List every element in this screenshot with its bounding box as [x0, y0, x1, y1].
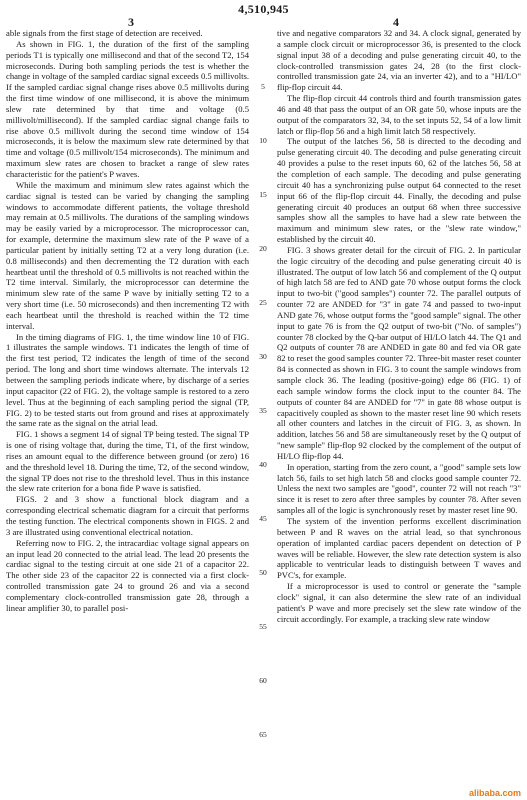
line-number: 10 — [259, 136, 267, 145]
watermark-logo: alibaba.com — [468, 788, 521, 798]
right-text-column — [277, 28, 521, 624]
left-paragraph: able signals from the first stage of detection are received. — [6, 28, 203, 38]
line-number: 65 — [259, 730, 267, 739]
patent-number: 4,510,945 — [238, 2, 289, 16]
line-number: 50 — [259, 568, 267, 577]
line-number: 35 — [259, 406, 267, 415]
right-paragraph: The flip-flop circuit 44 controls third and fourth transmission gates 46 and 48 that pass the output of an OR gate 50, whose inputs are the output of the comparators 32, 34, to the set inputs 52, 54 of a low limit latch or flip-flop 56 and a high limit latch 58 respectively. — [277, 93, 521, 136]
line-number: 40 — [259, 460, 267, 469]
left-paragraph: As shown in FIG. 1, the duration of the first of the sampling periods T1 is typically one millisecond and that of the second T2, 154 microseconds. During both sampling periods the test is whether the change in voltage of the sampled cardiac signal exceeds 0.5 millivolts. If the sampled cardiac signal change rises above 0.5 millivolts during the first time window of one millisecond, it is above the minimum slew rate determined by that time and voltage (0.5 millivolt/millisecond). If the sampled cardiac signal change fails to rise above 0.5 millivolt during the second time window of 154 microseconds, it is below the maximum slew rate determined by that time and voltage (0.5 millivolt/154 microseconds). The minimum and maximum slew rates are chosen to bracket a range of slew rates characteristic for the patient's P waves. — [6, 38, 249, 179]
left-paragraph: In the timing diagrams of FIG. 1, the time window line 10 of FIG. 1 illustrates the sample windows. T1 indicates the length of time of the first test period, T2 indicates the length of time of the second period. The long and short time windows alternate. The intervals 12 between the sampling periods indicate where, by discharge of a series input capacitor (22 of FIG. 2), the voltage sample is restored to a zero level. Thus at the beginning of each sampling period the signal (TP, FIG. 2) to be tested starts out from ground and rises at approximately the same rate as the signal on the atrial lead. — [6, 331, 249, 429]
right-paragraph: The system of the invention performs excellent discrimination between P and R waves on the atrial lead, so that synchronous operation of implanted cardiac pacers dependent on detection of P waves will be reliable. However, the slew rate detection system is also applicable to ventricular leads to distinguish between T waves and PVC's, for example. — [277, 515, 521, 581]
right-paragraph: In operation, starting from the zero count, a "good" sample sets low latch 56, fails to set high latch 58 and clocks good sample counter 72. Unless the next two samples are "good", counter 72 will not reach "3" since it is reset to zero after three samples by counter 78. After seven samples all of the logic is synchronously reset by master reset line 90. — [277, 461, 521, 516]
line-number: 20 — [259, 244, 267, 253]
right-paragraph: tive and negative comparators 32 and 34. A clock signal, generated by a sample clock circuit or microprocessor 36, is presented to the clock signal input 38 of a decoding and pulse generating circuit 40, to the clock-controlled transmission gates 24, 28 (to the first clock-controlled transmission gate 24, via an inverter 42), and to a "HI/LO" flip-flop circuit 44. — [277, 28, 521, 93]
left-paragraph: FIG. 1 shows a segment 14 of signal TP being tested. The signal TP is one of rising voltage that, during the time, T1, of the first window, rises an amount equal to the difference between ground (or zero) 16 and the threshold level 18. During the time, T2, of the second window, the signal TP does not rise to the threshold level. Thus in this instance the slew rate criterion for a bona fide P wave is satisfied. — [6, 429, 249, 494]
left-paragraph: While the maximum and minimum slew rates against which the cardiac signal is tested can be varied by changing the sampling windows to accommodate different patients, the voltage threshold may remain at 0.5 millivolts. The durations of the sampling windows may be easily varied by a microprocessor. The microprocessor can, for example, determine the maximum slew rate of the P wave of a particular patient by initially setting T2 at a very long duration (i.e. 0.8 milliseconds) and then decrementing the T2 duration with each heartbeat until the threshold of 0.5 millivolts is not reached within the T2 time interval. Similarly, the microprocessor can determine the minimum slew rate of the same P wave by initially setting T2 to a very short time (i.e. 50 microseconds) and then incrementing T2 with each heartbeat until the threshold is reached within the T2 time interval. — [6, 179, 249, 331]
left-paragraph: FIGS. 2 and 3 show a functional block diagram and a corresponding electrical schematic diagram for a circuit that performs the testing function. The electrical components shown in FIGS. 2 and 3 are illustrated using conventional electrical notation. — [6, 494, 249, 537]
line-number: 55 — [259, 622, 267, 631]
line-number: 60 — [259, 676, 267, 685]
right-column-number: 4 — [393, 15, 399, 29]
left-column-number: 3 — [128, 15, 134, 29]
right-paragraph: FIG. 3 shows greater detail for the circuit of FIG. 2. In particular the logic circuitry of the decoding and pulse generating circuit 40 is illustrated. The output of low latch 56 and complement of the Q output of high latch 58 are fed to AND gate 70 whose output forms the clock input to two-bit ("good samples") counter 72. The parallel outputs of counter 72 are ANDED for "3" in gate 74 and passed to two-input AND gate 76, whose output forms the "good sample" signal. The other input to gate 76 is from the Q2 output of two-bit ("No. of samples") counter 78 clocked by the Q-bar output of HI/LO latch 44. The Q1 and Q2 outputs of counter 78 are ANDED in gate 80 and fed via OR gate 82 to reset the good samples counter 72. Three-bit master reset counter 84 is connected as shown in FIG. 3 to count the sample windows from sample clock 36. The leading (positive-going) edge 86 (FIG. 1) of each sample window forms the clock input to the counter 84. The outputs of counter 84 are ANDED for "7" in gate 88 whose output is capacitively coupled as shown to the master reset line 90 which resets all other counters and latches in the circuit of FIG. 3, as shown. In addition, latches 56 and 58 are simultaneously reset by the Q output of "new sample" flip-flop 92 clocked by the complement of the output of HI/LO flip-flop 44. — [277, 244, 521, 461]
line-number: 15 — [259, 190, 267, 199]
right-paragraph: The output of the latches 56, 58 is directed to the decoding and pulse generating circuit 40. The decoding and pulse generating circuit 40 provides a pulse to the reset inputs 60, 62 of the latches 56, 58 at the completion of each sample. The decoding and pulse generating circuit 40 has a synchronizing pulse output 64 connected to the reset input 66 of the flip-flop circuit 44. Finally, the decoding and pulse generating circuit 40 produces an output 68 when three successive samples show all the samples to have had a slew rate between the maximum and minimum slew rates, or the "slew rate window," established by the circuit 40. — [277, 136, 521, 245]
line-number: 45 — [259, 514, 267, 523]
left-paragraph: Referring now to FIG. 2, the intracardiac voltage signal appears on an input lead 20 connected to the atrial lead. The lead 20 presents the cardiac signal to the testing circuit at one side 21 of a capacitor 22. The other side 23 of the capacitor 22 is connected via a first clock-controlled transmission gate 24 to ground 26 and via a second complementary clock-controlled transmission gate 28, through a linear amplifier 30, to parallel posi- — [6, 537, 249, 613]
line-number: 5 — [261, 82, 265, 91]
left-text-column — [6, 28, 249, 614]
right-paragraph: If a microprocessor is used to control or generate the "sample clock" signal, it can also determine the slew rate of an individual patient's P wave and more precisely set the slew rate window of the circuit accordingly. For example, a tracking slew rate window — [277, 581, 521, 624]
line-number: 25 — [259, 298, 267, 307]
line-number: 30 — [259, 352, 267, 361]
